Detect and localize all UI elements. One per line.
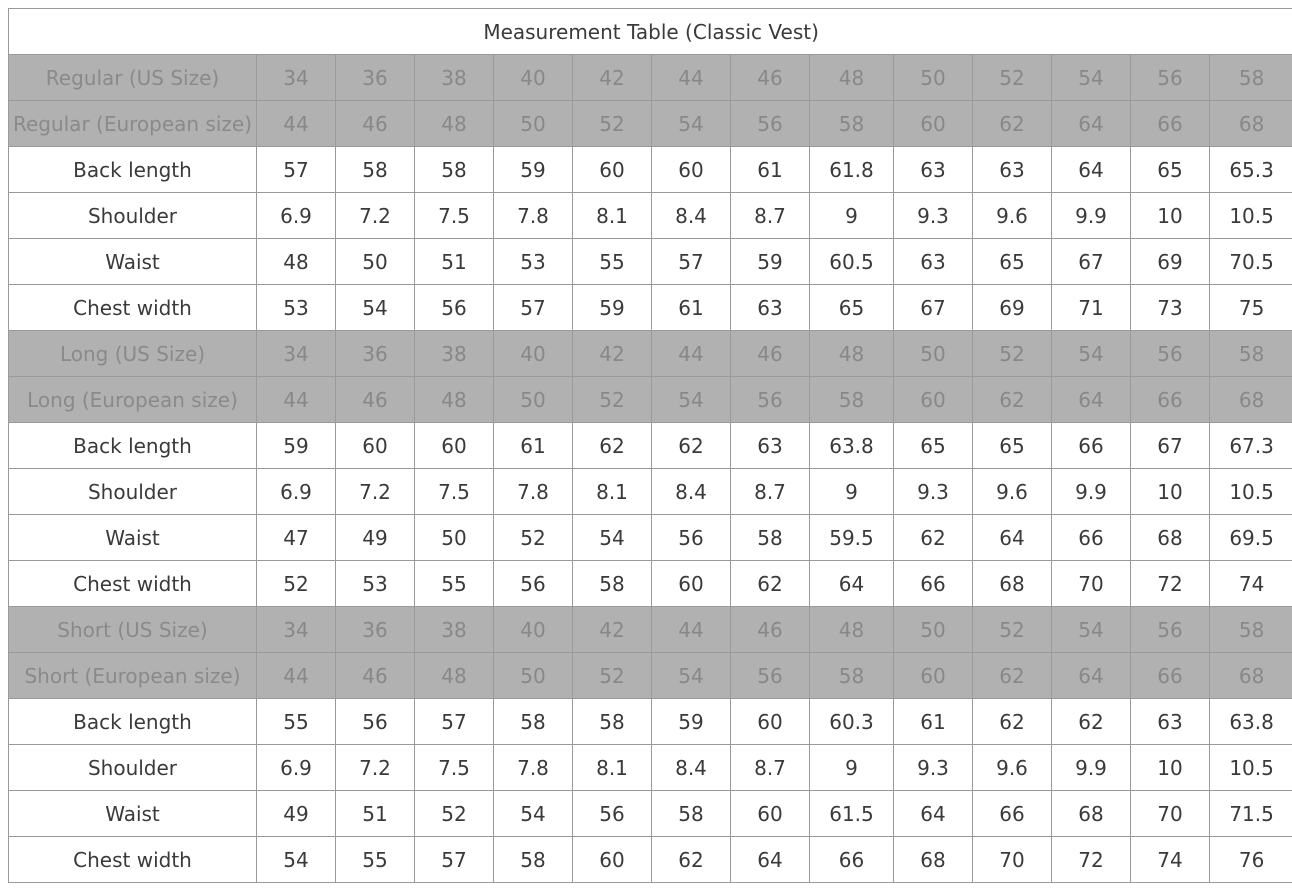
measurement-cell: 6.9 <box>257 469 336 515</box>
measurement-cell: 66 <box>973 791 1052 837</box>
size-cell: 68 <box>1210 101 1292 147</box>
measurement-cell: 10 <box>1131 745 1210 791</box>
row-label: Waist <box>9 791 257 837</box>
measurement-cell: 67 <box>1131 423 1210 469</box>
measurement-cell: 56 <box>652 515 731 561</box>
measurement-cell: 10 <box>1131 469 1210 515</box>
size-cell: 34 <box>257 331 336 377</box>
size-cell: 38 <box>415 55 494 101</box>
size-cell: 58 <box>1210 55 1292 101</box>
measurement-cell: 68 <box>1052 791 1131 837</box>
size-cell: 48 <box>415 377 494 423</box>
measurement-cell: 64 <box>810 561 894 607</box>
size-cell: 64 <box>1052 653 1131 699</box>
measurement-cell: 67 <box>894 285 973 331</box>
measurement-cell: 69 <box>1131 239 1210 285</box>
table-row <box>9 837 1292 883</box>
size-cell: 60 <box>894 653 973 699</box>
measurement-cell: 65.3 <box>1210 147 1292 193</box>
measurement-cell: 58 <box>494 699 573 745</box>
measurement-cell: 62 <box>731 561 810 607</box>
size-cell: 62 <box>973 377 1052 423</box>
measurement-cell: 64 <box>894 791 973 837</box>
measurement-cell: 68 <box>1131 515 1210 561</box>
size-cell: 56 <box>731 377 810 423</box>
measurement-cell: 55 <box>573 239 652 285</box>
measurement-cell: 61.5 <box>810 791 894 837</box>
size-cell: 66 <box>1131 653 1210 699</box>
size-cell: 54 <box>1052 331 1131 377</box>
size-cell: 44 <box>257 377 336 423</box>
size-cell: 56 <box>1131 331 1210 377</box>
row-label: Chest width <box>9 561 257 607</box>
measurement-cell: 8.7 <box>731 193 810 239</box>
measurement-cell: 9.3 <box>894 193 973 239</box>
measurement-cell: 63.8 <box>810 423 894 469</box>
measurement-cell: 8.1 <box>573 469 652 515</box>
measurement-cell: 61.8 <box>810 147 894 193</box>
size-cell: 60 <box>894 377 973 423</box>
table-row <box>9 239 1292 285</box>
table-row <box>9 745 1292 791</box>
size-cell: 58 <box>810 101 894 147</box>
size-cell: 50 <box>894 55 973 101</box>
size-cell: 42 <box>573 55 652 101</box>
measurement-cell: 7.2 <box>336 193 415 239</box>
size-cell: 50 <box>494 653 573 699</box>
size-cell: 44 <box>652 331 731 377</box>
measurement-cell: 63 <box>894 147 973 193</box>
measurement-cell: 57 <box>494 285 573 331</box>
row-label: Shoulder <box>9 745 257 791</box>
measurement-cell: 63.8 <box>1210 699 1292 745</box>
size-cell: 36 <box>336 331 415 377</box>
measurement-cell: 58 <box>573 561 652 607</box>
row-label: Chest width <box>9 837 257 883</box>
size-cell: 66 <box>1131 101 1210 147</box>
size-cell: 52 <box>973 55 1052 101</box>
row-label: Regular (US Size) <box>9 55 257 101</box>
size-cell: 48 <box>415 101 494 147</box>
size-cell: 52 <box>973 331 1052 377</box>
row-label: Long (US Size) <box>9 331 257 377</box>
measurement-cell: 68 <box>973 561 1052 607</box>
measurement-cell: 56 <box>336 699 415 745</box>
measurement-cell: 60 <box>336 423 415 469</box>
measurement-cell: 9.3 <box>894 469 973 515</box>
row-label: Short (US Size) <box>9 607 257 653</box>
measurement-cell: 72 <box>1052 837 1131 883</box>
table-row <box>9 699 1292 745</box>
measurement-cell: 60 <box>652 147 731 193</box>
size-cell: 50 <box>494 377 573 423</box>
size-cell: 52 <box>573 377 652 423</box>
measurement-cell: 64 <box>973 515 1052 561</box>
row-label: Waist <box>9 515 257 561</box>
measurement-cell: 54 <box>257 837 336 883</box>
measurement-cell: 66 <box>1052 423 1131 469</box>
table-row <box>9 193 1292 239</box>
size-cell: 64 <box>1052 101 1131 147</box>
measurement-cell: 70 <box>1131 791 1210 837</box>
measurement-cell: 59 <box>652 699 731 745</box>
size-cell: 36 <box>336 607 415 653</box>
measurement-cell: 55 <box>336 837 415 883</box>
size-cell: 68 <box>1210 377 1292 423</box>
measurement-cell: 9.6 <box>973 193 1052 239</box>
measurement-cell: 9.9 <box>1052 745 1131 791</box>
measurement-cell: 59 <box>257 423 336 469</box>
measurement-cell: 54 <box>336 285 415 331</box>
size-cell: 34 <box>257 607 336 653</box>
size-cell: 60 <box>894 101 973 147</box>
measurement-cell: 65 <box>973 423 1052 469</box>
size-cell: 46 <box>336 101 415 147</box>
size-cell: 62 <box>973 101 1052 147</box>
size-cell: 50 <box>894 607 973 653</box>
measurement-cell: 62 <box>652 423 731 469</box>
size-cell: 54 <box>652 377 731 423</box>
table-row <box>9 791 1292 837</box>
size-cell: 58 <box>810 653 894 699</box>
measurement-cell: 53 <box>257 285 336 331</box>
measurement-cell: 6.9 <box>257 745 336 791</box>
measurement-cell: 62 <box>1052 699 1131 745</box>
size-row-eu <box>9 101 1292 147</box>
row-label: Shoulder <box>9 193 257 239</box>
measurement-cell: 7.8 <box>494 193 573 239</box>
size-cell: 48 <box>810 607 894 653</box>
row-label: Regular (European size) <box>9 101 257 147</box>
measurement-cell: 7.5 <box>415 193 494 239</box>
size-cell: 40 <box>494 607 573 653</box>
measurement-cell: 58 <box>652 791 731 837</box>
measurement-cell: 66 <box>894 561 973 607</box>
measurement-cell: 60 <box>415 423 494 469</box>
size-cell: 52 <box>573 101 652 147</box>
size-cell: 54 <box>1052 55 1131 101</box>
size-cell: 38 <box>415 607 494 653</box>
measurement-cell: 67 <box>1052 239 1131 285</box>
measurement-cell: 8.7 <box>731 745 810 791</box>
measurement-cell: 57 <box>652 239 731 285</box>
measurement-cell: 9.9 <box>1052 193 1131 239</box>
size-cell: 52 <box>973 607 1052 653</box>
measurement-cell: 9.6 <box>973 469 1052 515</box>
measurement-cell: 58 <box>573 699 652 745</box>
measurement-cell: 7.5 <box>415 469 494 515</box>
size-cell: 48 <box>810 331 894 377</box>
size-cell: 58 <box>1210 607 1292 653</box>
measurement-cell: 60.5 <box>810 239 894 285</box>
size-cell: 38 <box>415 331 494 377</box>
size-cell: 64 <box>1052 377 1131 423</box>
measurement-cell: 56 <box>415 285 494 331</box>
measurement-cell: 52 <box>494 515 573 561</box>
measurement-cell: 63 <box>1131 699 1210 745</box>
measurement-cell: 63 <box>894 239 973 285</box>
measurement-cell: 10.5 <box>1210 745 1292 791</box>
measurement-cell: 69 <box>973 285 1052 331</box>
size-cell: 40 <box>494 55 573 101</box>
size-cell: 50 <box>494 101 573 147</box>
size-cell: 48 <box>810 55 894 101</box>
measurement-cell: 8.7 <box>731 469 810 515</box>
size-cell: 54 <box>1052 607 1131 653</box>
measurement-cell: 64 <box>1052 147 1131 193</box>
measurement-cell: 70 <box>1052 561 1131 607</box>
size-cell: 58 <box>1210 331 1292 377</box>
size-cell: 54 <box>652 653 731 699</box>
size-cell: 42 <box>573 607 652 653</box>
measurement-cell: 63 <box>731 285 810 331</box>
measurement-cell: 7.2 <box>336 745 415 791</box>
size-cell: 54 <box>652 101 731 147</box>
measurement-cell: 71.5 <box>1210 791 1292 837</box>
size-cell: 68 <box>1210 653 1292 699</box>
measurement-cell: 8.4 <box>652 469 731 515</box>
measurement-cell: 58 <box>336 147 415 193</box>
measurement-cell: 49 <box>257 791 336 837</box>
size-cell: 36 <box>336 55 415 101</box>
size-row-us <box>9 331 1292 377</box>
measurement-cell: 73 <box>1131 285 1210 331</box>
row-label: Back length <box>9 423 257 469</box>
measurement-cell: 69.5 <box>1210 515 1292 561</box>
measurement-cell: 66 <box>810 837 894 883</box>
measurement-cell: 62 <box>894 515 973 561</box>
table-row <box>9 561 1292 607</box>
measurement-cell: 68 <box>894 837 973 883</box>
measurement-cell: 70.5 <box>1210 239 1292 285</box>
measurement-cell: 51 <box>336 791 415 837</box>
size-cell: 46 <box>336 653 415 699</box>
measurement-cell: 61 <box>652 285 731 331</box>
measurement-cell: 70 <box>973 837 1052 883</box>
measurement-cell: 50 <box>415 515 494 561</box>
measurement-cell: 63 <box>973 147 1052 193</box>
measurement-cell: 8.4 <box>652 745 731 791</box>
measurement-cell: 60 <box>573 147 652 193</box>
measurement-cell: 62 <box>573 423 652 469</box>
measurement-cell: 49 <box>336 515 415 561</box>
size-cell: 62 <box>973 653 1052 699</box>
measurement-cell: 7.2 <box>336 469 415 515</box>
size-cell: 42 <box>573 331 652 377</box>
row-label: Chest width <box>9 285 257 331</box>
measurement-cell: 75 <box>1210 285 1292 331</box>
size-row-eu <box>9 377 1292 423</box>
measurement-cell: 9 <box>810 745 894 791</box>
measurement-cell: 60 <box>652 561 731 607</box>
measurement-cell: 47 <box>257 515 336 561</box>
measurement-cell: 10.5 <box>1210 469 1292 515</box>
measurement-cell: 71 <box>1052 285 1131 331</box>
measurement-cell: 6.9 <box>257 193 336 239</box>
measurement-cell: 57 <box>415 837 494 883</box>
measurement-cell: 65 <box>973 239 1052 285</box>
measurement-cell: 65 <box>894 423 973 469</box>
measurement-cell: 9 <box>810 469 894 515</box>
measurement-cell: 7.5 <box>415 745 494 791</box>
row-label: Waist <box>9 239 257 285</box>
size-cell: 46 <box>336 377 415 423</box>
measurement-cell: 9 <box>810 193 894 239</box>
measurement-cell: 62 <box>652 837 731 883</box>
measurement-cell: 48 <box>257 239 336 285</box>
size-cell: 66 <box>1131 377 1210 423</box>
measurement-cell: 61 <box>894 699 973 745</box>
table-row <box>9 469 1292 515</box>
measurement-cell: 55 <box>415 561 494 607</box>
measurement-cell: 59 <box>494 147 573 193</box>
measurement-cell: 56 <box>573 791 652 837</box>
measurement-cell: 67.3 <box>1210 423 1292 469</box>
measurement-cell: 61 <box>731 147 810 193</box>
measurement-cell: 57 <box>257 147 336 193</box>
measurement-cell: 52 <box>415 791 494 837</box>
table-row <box>9 515 1292 561</box>
size-cell: 58 <box>810 377 894 423</box>
measurement-cell: 54 <box>573 515 652 561</box>
measurement-cell: 64 <box>731 837 810 883</box>
size-cell: 44 <box>652 607 731 653</box>
table-row <box>9 147 1292 193</box>
table-row <box>9 423 1292 469</box>
row-label: Back length <box>9 147 257 193</box>
measurement-cell: 9.3 <box>894 745 973 791</box>
measurement-cell: 53 <box>336 561 415 607</box>
measurement-cell: 8.4 <box>652 193 731 239</box>
measurement-cell: 61 <box>494 423 573 469</box>
measurement-cell: 60 <box>573 837 652 883</box>
size-cell: 56 <box>1131 55 1210 101</box>
measurement-cell: 54 <box>494 791 573 837</box>
measurement-cell: 58 <box>494 837 573 883</box>
measurement-cell: 60 <box>731 791 810 837</box>
measurement-cell: 8.1 <box>573 193 652 239</box>
size-cell: 48 <box>415 653 494 699</box>
measurement-cell: 7.8 <box>494 469 573 515</box>
row-label: Back length <box>9 699 257 745</box>
measurement-cell: 72 <box>1131 561 1210 607</box>
measurement-cell: 66 <box>1052 515 1131 561</box>
measurement-cell: 76 <box>1210 837 1292 883</box>
size-cell: 56 <box>731 101 810 147</box>
page-title: Measurement Table (Classic Vest) <box>9 9 1292 55</box>
measurement-cell: 74 <box>1210 561 1292 607</box>
size-cell: 56 <box>731 653 810 699</box>
measurement-cell: 59 <box>731 239 810 285</box>
size-cell: 56 <box>1131 607 1210 653</box>
measurement-cell: 57 <box>415 699 494 745</box>
size-cell: 52 <box>573 653 652 699</box>
size-cell: 46 <box>731 55 810 101</box>
measurement-cell: 65 <box>810 285 894 331</box>
measurement-cell: 60.3 <box>810 699 894 745</box>
row-label: Short (European size) <box>9 653 257 699</box>
measurement-cell: 58 <box>415 147 494 193</box>
size-cell: 44 <box>257 101 336 147</box>
measurement-cell: 51 <box>415 239 494 285</box>
measurement-cell: 55 <box>257 699 336 745</box>
size-cell: 46 <box>731 607 810 653</box>
measurement-cell: 60 <box>731 699 810 745</box>
measurement-cell: 53 <box>494 239 573 285</box>
measurement-cell: 65 <box>1131 147 1210 193</box>
size-row-eu <box>9 653 1292 699</box>
table-title-row <box>9 9 1292 55</box>
measurement-cell: 8.1 <box>573 745 652 791</box>
size-row-us <box>9 607 1292 653</box>
size-cell: 44 <box>652 55 731 101</box>
measurement-cell: 10.5 <box>1210 193 1292 239</box>
row-label: Long (European size) <box>9 377 257 423</box>
size-cell: 46 <box>731 331 810 377</box>
measurement-cell: 62 <box>973 699 1052 745</box>
measurement-cell: 7.8 <box>494 745 573 791</box>
size-cell: 50 <box>894 331 973 377</box>
measurement-cell: 63 <box>731 423 810 469</box>
measurement-table <box>8 8 1292 883</box>
size-row-us <box>9 55 1292 101</box>
measurement-cell: 9.6 <box>973 745 1052 791</box>
size-cell: 40 <box>494 331 573 377</box>
measurement-cell: 58 <box>731 515 810 561</box>
measurement-cell: 9.9 <box>1052 469 1131 515</box>
size-cell: 44 <box>257 653 336 699</box>
measurement-cell: 59 <box>573 285 652 331</box>
measurement-cell: 10 <box>1131 193 1210 239</box>
table-row <box>9 285 1292 331</box>
measurement-cell: 59.5 <box>810 515 894 561</box>
row-label: Shoulder <box>9 469 257 515</box>
measurement-cell: 50 <box>336 239 415 285</box>
size-cell: 34 <box>257 55 336 101</box>
measurement-cell: 56 <box>494 561 573 607</box>
measurement-cell: 52 <box>257 561 336 607</box>
measurement-cell: 74 <box>1131 837 1210 883</box>
